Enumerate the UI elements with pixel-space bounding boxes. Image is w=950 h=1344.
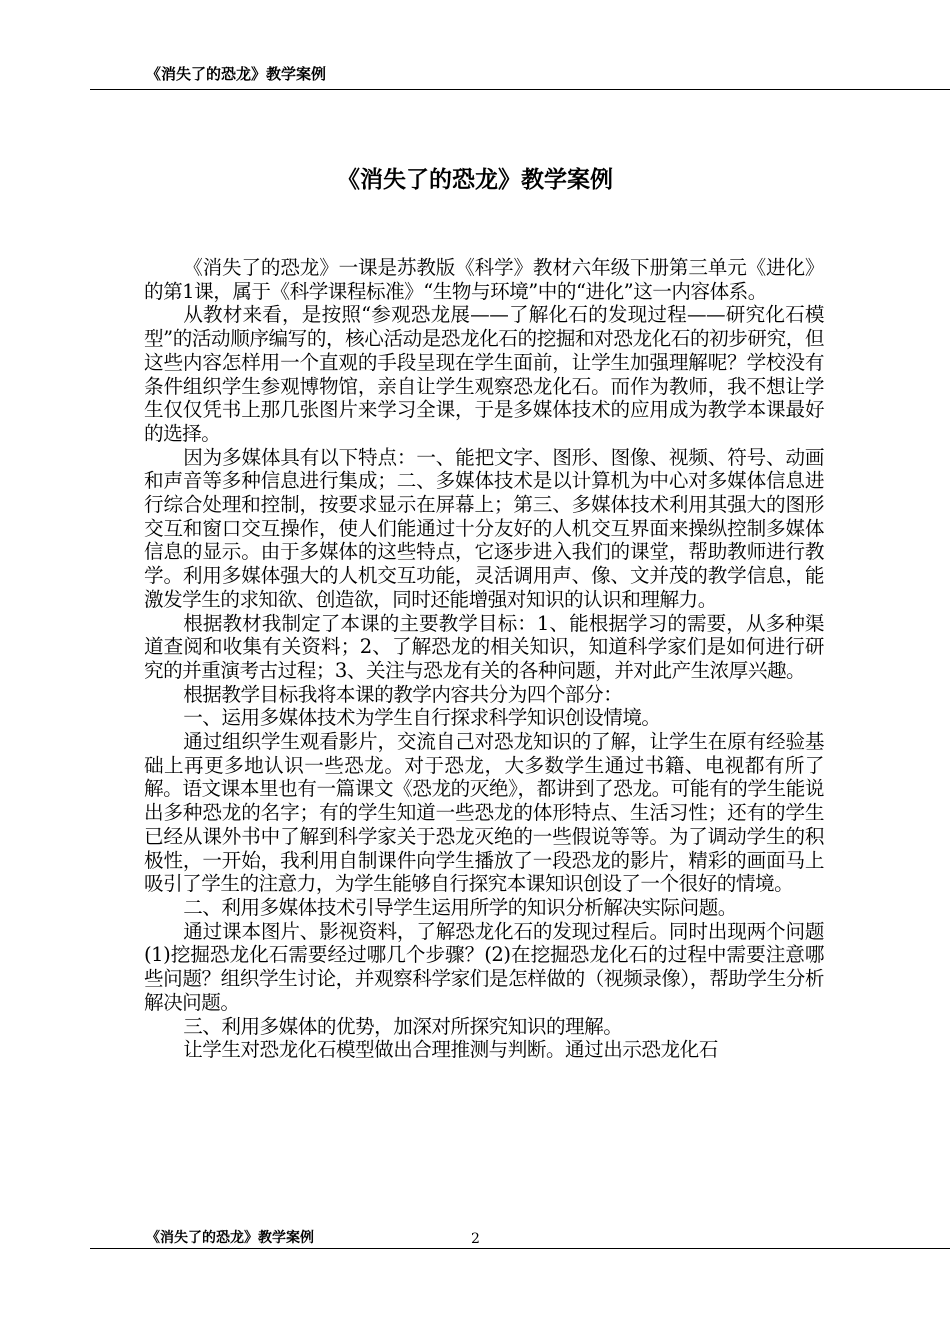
running-header-title: 《消失了的恐龙》教学案例 bbox=[146, 65, 327, 83]
running-footer-title: 《消失了的恐龙》教学案例 bbox=[146, 1230, 314, 1246]
paragraph-teaching-goals: 根据教材我制定了本课的主要教学目标：1、能根据学习的需要，从多种渠道查阅和收集有关资料；2、了解恐龙的相关知识，知道科学家们是如何进行研究的并重演考古过程；3、关注与恐龙有关的各种问题，并对此产生浓厚兴趣。 bbox=[144, 611, 824, 682]
paragraph-multimedia-features: 因为多媒体具有以下特点：一、能把文字、图形、图像、视频、符号、动画和声音等多种信息进行集成；二、多媒体技术是以计算机为中心对多媒体信息进行综合处理和控制，按要求显示在屏幕上；第三、多媒体技术利用其强大的图形交互和窗口交互操作，使人们能通过十分友好的人机交互界面来操纵控制多媒体信息的显示。由于多媒体的这些特点，它逐步进入我们的课堂，帮助教师进行教学。利用多媒体强大的人机交互功能，灵活调用声、像、文并茂的教学信息，能激发学生的求知欲、创造欲，同时还能增强对知识的认识和理解力。 bbox=[144, 445, 824, 611]
header-rule bbox=[90, 89, 950, 90]
document-title: 《消失了的恐龙》教学案例 bbox=[337, 167, 613, 193]
section-heading-three: 三、利用多媒体的优势，加深对所探究知识的理解。 bbox=[183, 1014, 623, 1038]
section-heading-two: 二、利用多媒体技术引导学生运用所学的知识分析解决实际问题。 bbox=[183, 895, 737, 919]
footer-rule bbox=[90, 1248, 950, 1249]
paragraph-intro: 《消失了的恐龙》一课是苏教版《科学》教材六年级下册第三单元《进化》的第1课，属于《科学课程标准》“生物与环境”中的“进化”这一内容体系。 bbox=[144, 256, 824, 303]
section-heading-one: 一、运用多媒体技术为学生自行探求科学知识创设情境。 bbox=[183, 706, 661, 730]
document-body bbox=[144, 256, 824, 1062]
paragraph-section-two: 通过课本图片、影视资料，了解恐龙化石的发现过程后。同时出现两个问题(1)挖掘恐龙化石需要经过哪几个步骤？(2)在挖掘恐龙化石的过程中需要注意哪些问题？组织学生讨论，并观察科学家们是怎样做的（视频录像），帮助学生分析解决问题。 bbox=[144, 919, 824, 1014]
paragraph-section-one: 通过组织学生观看影片，交流自己对恐龙知识的了解，让学生在原有经验基础上再更多地认识一些恐龙。对于恐龙，大多数学生通过书籍、电视都有所了解。语文课本里也有一篇课文《恐龙的灭绝》，都讲到了恐龙。可能有的学生能说出多种恐龙的名字；有的学生知道一些恐龙的体形特点、生活习性；还有的学生已经从课外书中了解到科学家关于恐龙灭绝的一些假说等等。为了调动学生的积极性，一开始，我利用自制课件向学生播放了一段恐龙的影片，精彩的画面马上吸引了学生的注意力，为学生能够自行探究本课知识创设了一个很好的情境。 bbox=[144, 730, 824, 896]
paragraph-textbook-analysis: 从教材来看，是按照“参观恐龙展——了解化石的发现过程——研究化石模型”的活动顺序编写的，核心活动是恐龙化石的挖掘和对恐龙化石的初步研究，但这些内容怎样用一个直观的手段呈现在学生面前，让学生加强理解呢？学校没有条件组织学生参观博物馆，亲自让学生观察恐龙化石。而作为教师，我不想让学生仅仅凭书上那几张图片来学习全课，于是多媒体技术的应用成为教学本课最好的选择。 bbox=[144, 303, 824, 445]
paragraph-section-three: 让学生对恐龙化石模型做出合理推测与判断。通过出示恐龙化石 bbox=[183, 1038, 718, 1062]
paragraph-four-parts: 根据教学目标我将本课的教学内容共分为四个部分： bbox=[183, 682, 623, 706]
page-number: 2 bbox=[471, 1231, 480, 1247]
